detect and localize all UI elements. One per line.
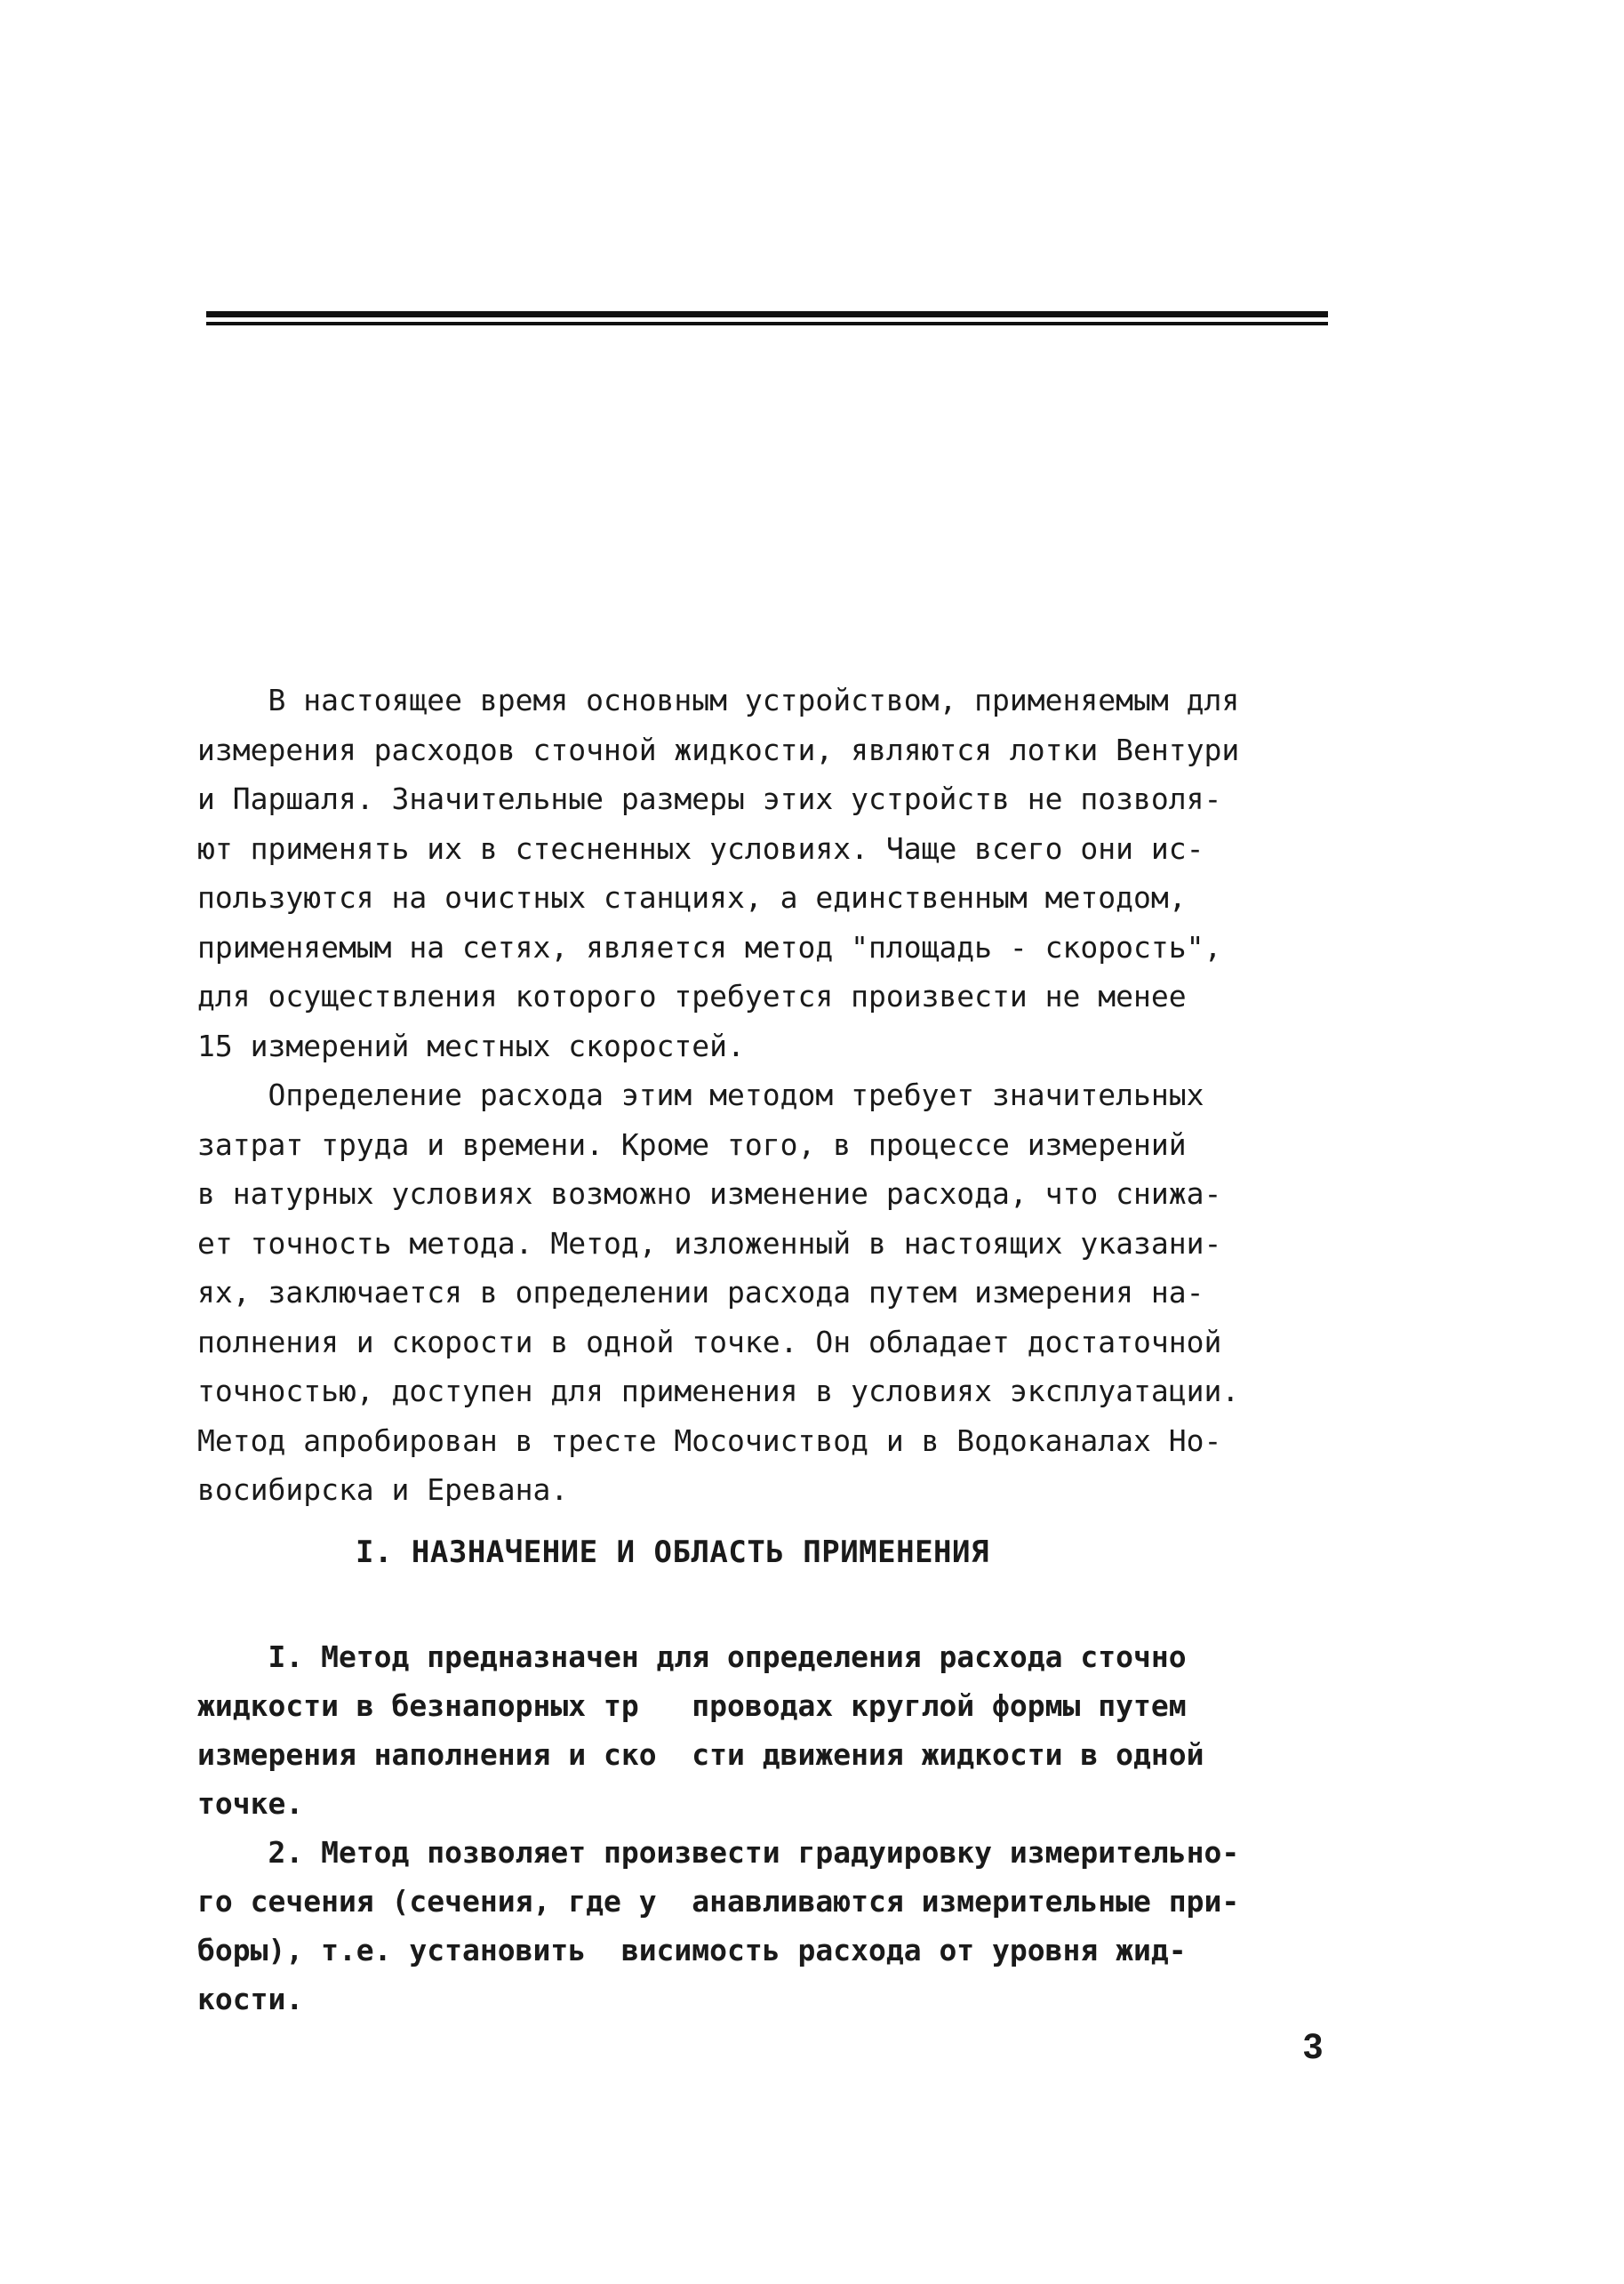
text-line: жидкости в безнапорных тр проводах круглой формы путем xyxy=(197,1688,1187,1723)
text-line: измерения наполнения и ско сти движения жидкости в одной xyxy=(197,1737,1204,1772)
text-line: ях, заключается в определении расхода путем измерения на- xyxy=(197,1275,1204,1310)
text-line: пользуются на очистных станциях, а единственным методом, xyxy=(197,880,1187,915)
text-line: применяемым на сетях, является метод "площадь - скорость", xyxy=(197,929,1222,965)
text-line: ют применять их в стесненных условиях. Чаще всего они ис- xyxy=(197,830,1204,866)
text-line: в натурных условиях возможно изменение расхода, что снижа- xyxy=(197,1176,1222,1211)
text-line: ет точность метода. Метод, изложенный в настоящих указани- xyxy=(197,1225,1222,1261)
text-line: точностью, доступен для применения в условиях эксплуатации. xyxy=(197,1374,1240,1408)
text-line: го сечения (сечения, где у анавливаются измерительные при- xyxy=(197,1884,1240,1919)
page-number: 3 xyxy=(1303,2027,1324,2066)
text-line: измерения расходов сточной жидкости, являются лотки Вентури xyxy=(197,732,1240,767)
text-line: 2. Метод позволяет произвести градуировку измерительно- xyxy=(197,1835,1240,1870)
text-line: затрат труда и времени. Кроме того, в процессе измерений xyxy=(197,1126,1187,1162)
text-line: полнения и скорости в одной точке. Он обладает достаточной xyxy=(197,1324,1222,1359)
paragraph-1 xyxy=(197,676,1353,1070)
text-line: 15 измерений местных скоростей. xyxy=(197,1028,745,1063)
section-heading: I. НАЗНАЧЕНИЕ И ОБЛАСТЬ ПРИМЕНЕНИЯ xyxy=(356,1535,989,1570)
text-line: и Паршаля. Значительные размеры этих устройств не позволя- xyxy=(197,781,1222,816)
text-line: В настоящее время основным устройством, применяемым для xyxy=(197,683,1240,717)
text-line: Определение расхода этим методом требует значительных xyxy=(197,1078,1204,1112)
header-rule-thick xyxy=(206,311,1328,317)
intro-text xyxy=(197,676,1353,1515)
text-line: для осуществления которого требуется произвести не менее xyxy=(197,979,1187,1014)
text-line: восибирска и Еревана. xyxy=(197,1472,569,1507)
text-line: боры), т.е. установить висимость расхода от уровня жид- xyxy=(197,1933,1187,1967)
header-rule-thin xyxy=(206,322,1328,325)
text-line: I. Метод предназначен для определения расхода сточно xyxy=(197,1639,1187,1674)
text-line: кости. xyxy=(197,1982,304,2016)
text-line: точке. xyxy=(197,1786,304,1821)
text-line: Метод апробирован в тресте Мосочиствод и в Водоканалах Но- xyxy=(197,1422,1222,1458)
section-items xyxy=(197,1632,1353,2024)
paragraph-2 xyxy=(197,1070,1353,1515)
